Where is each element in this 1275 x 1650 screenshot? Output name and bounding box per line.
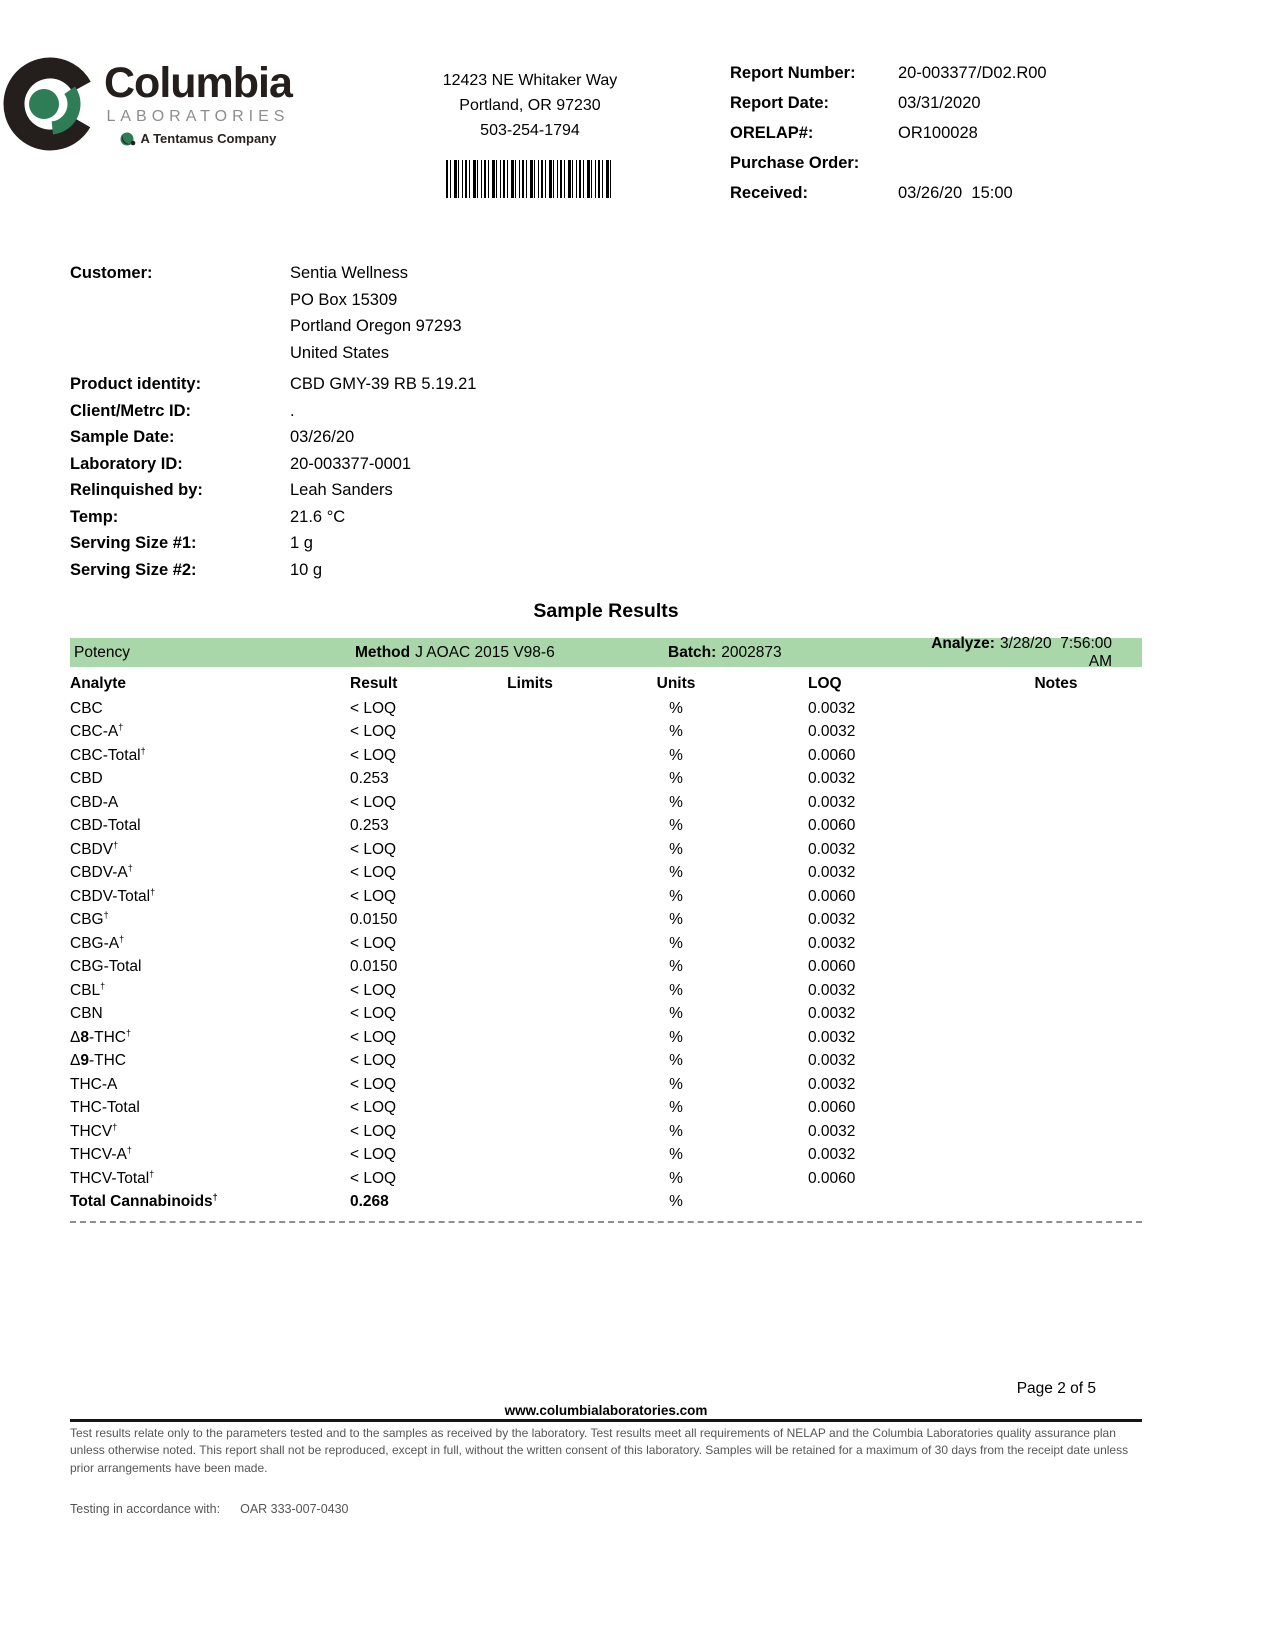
loq-value: 0.0032 — [808, 911, 856, 929]
report-info-row — [730, 94, 1275, 113]
sample-info-value: 03/26/20 — [290, 428, 355, 446]
sample-info-value: 10 g — [290, 560, 323, 579]
result-row — [70, 815, 1142, 839]
sample-info-row — [70, 504, 1142, 531]
analyze-label: Analyze: — [931, 634, 995, 652]
loq-value: 0.0032 — [808, 1146, 856, 1164]
report-info-label: Report Number: — [730, 64, 856, 82]
loq-value: 0.0032 — [808, 770, 856, 788]
units-value: % — [669, 1005, 683, 1023]
result-row — [70, 979, 1142, 1003]
result-row — [70, 1026, 1142, 1050]
accordance-label: Testing in accordance with: — [70, 1502, 221, 1517]
result-value: < LOQ — [350, 793, 397, 811]
analyte-name: CBG† — [70, 910, 109, 929]
report-info-row — [730, 124, 1275, 143]
sample-info-value-line: Portland Oregon 97293 — [290, 317, 462, 335]
units-value: % — [669, 864, 683, 882]
units-value: % — [669, 793, 683, 811]
loq-value: 0.0032 — [808, 864, 856, 882]
result-row — [70, 1097, 1142, 1121]
result-value: < LOQ — [350, 1028, 397, 1046]
section-method — [355, 644, 668, 662]
disclaimer-text: Test results relate only to the parameters tested and to the samples as received by the laboratory. Test results meet all requirements of NELAP and the Columbia Laboratories quality assurance plan unless otherwise noted. This report shall not be reproduced, except in full, without the written consent of this laboratory. Samples will be retained for a maximum of 30 days from the receipt date unless prior arrangements have been made. — [70, 1426, 1129, 1475]
sample-info-value: CBD GMY-39 RB 5.19.21 — [290, 375, 477, 393]
lab-logo — [0, 54, 385, 154]
result-value: 0.253 — [350, 770, 389, 788]
loq-value: 0.0060 — [808, 958, 856, 976]
loq-value: 0.0032 — [808, 793, 856, 811]
report-header — [0, 0, 1275, 214]
section-batch — [668, 644, 924, 662]
units-value: % — [669, 817, 683, 835]
brand-name: Columbia — [104, 59, 292, 107]
result-value: < LOQ — [350, 699, 397, 717]
address-line: 12423 NE Whitaker Way — [442, 72, 618, 89]
sample-info-value-line: PO Box 15309 — [290, 290, 398, 309]
result-row — [70, 1120, 1142, 1144]
result-row — [70, 1191, 1142, 1215]
loq-value: 0.0032 — [808, 981, 856, 999]
units-value: % — [669, 746, 683, 764]
sample-info-label: Product identity: — [70, 375, 202, 393]
sample-info-row — [70, 260, 1142, 366]
results-header-row — [70, 667, 1142, 697]
column-header: LOQ — [808, 674, 842, 692]
sample-info-value-line: United States — [290, 343, 390, 362]
report-info-row — [730, 154, 1275, 173]
sample-info-row — [70, 530, 1142, 557]
section-name: Potency — [74, 643, 131, 661]
result-row — [70, 838, 1142, 862]
loq-value: 0.0060 — [808, 817, 856, 835]
sample-info-value-line: Sentia Wellness — [290, 264, 409, 282]
brand-subtitle: LABORATORIES — [106, 108, 290, 125]
accordance-line — [70, 1502, 1142, 1516]
report-info-row — [730, 184, 1275, 203]
result-value: < LOQ — [350, 840, 397, 858]
sample-info-row — [70, 557, 1142, 584]
result-value: < LOQ — [350, 1122, 397, 1140]
loq-value: 0.0032 — [808, 1122, 856, 1140]
results-title: Sample Results — [533, 600, 679, 622]
result-value: 0.268 — [350, 1193, 389, 1211]
units-value: % — [669, 1028, 683, 1046]
result-value: 0.0150 — [350, 958, 398, 976]
sample-info-label: Serving Size #2: — [70, 560, 197, 579]
sample-info-row — [70, 424, 1142, 451]
sample-info-value: 21.6 °C — [290, 507, 346, 526]
column-header: Limits — [507, 674, 553, 692]
logo-text — [104, 59, 292, 146]
result-row — [70, 862, 1142, 886]
analyte-name: Total Cannabinoids† — [70, 1192, 218, 1211]
result-row — [70, 885, 1142, 909]
column-header: Units — [656, 674, 696, 692]
analyze-value: 3/28/20 7:56:00 AM — [999, 634, 1116, 670]
lab-address — [405, 54, 655, 198]
batch-label: Batch: — [668, 643, 717, 661]
sample-info-label: Laboratory ID: — [70, 454, 183, 473]
loq-value: 0.0032 — [808, 1028, 856, 1046]
loq-value: 0.0032 — [808, 934, 856, 952]
report-info-label: Received: — [730, 184, 808, 202]
result-row — [70, 932, 1142, 956]
tagline-text: A Tentamus Company — [140, 131, 277, 146]
sample-info-label: Temp: — [70, 507, 119, 526]
lab-website: www.columbialaboratories.com — [504, 1403, 708, 1418]
result-value: < LOQ — [350, 746, 397, 764]
sample-info-row — [70, 451, 1142, 478]
result-row — [70, 1167, 1142, 1191]
analyte-name: CBN — [70, 1005, 103, 1023]
sample-info-row — [70, 398, 1142, 425]
result-row — [70, 768, 1142, 792]
units-value: % — [669, 934, 683, 952]
section-divider — [70, 1221, 1142, 1223]
units-value: % — [669, 981, 683, 999]
analyte-name: Δ9-THC — [70, 1052, 127, 1070]
method-label: Method — [355, 643, 411, 661]
units-value: % — [669, 1146, 683, 1164]
result-row — [70, 1003, 1142, 1027]
result-value: < LOQ — [350, 1005, 397, 1023]
result-value: 0.253 — [350, 817, 389, 835]
units-value: % — [669, 1075, 683, 1093]
analyte-name: Δ8-THC† — [70, 1027, 132, 1046]
result-row — [70, 697, 1142, 721]
sample-info-row — [70, 371, 1142, 398]
result-value: < LOQ — [350, 1075, 397, 1093]
units-value: % — [669, 699, 683, 717]
units-value: % — [669, 958, 683, 976]
barcode — [446, 160, 614, 198]
report-info-value: 03/26/20 15:00 — [898, 184, 1013, 202]
analyte-name: THCV-A† — [70, 1145, 132, 1164]
analyte-name: THCV-Total† — [70, 1168, 155, 1187]
section-analyze — [924, 635, 1142, 671]
units-value: % — [669, 770, 683, 788]
result-value: < LOQ — [350, 1146, 397, 1164]
analyte-name: THCV† — [70, 1121, 118, 1140]
loq-value: 0.0060 — [808, 887, 856, 905]
analyte-name: CBG-A† — [70, 933, 125, 952]
result-value: < LOQ — [350, 723, 397, 741]
result-value: < LOQ — [350, 1169, 397, 1187]
sample-info — [70, 260, 1142, 583]
sample-info-value: 1 g — [290, 534, 313, 552]
report-info — [730, 54, 1275, 214]
sample-info-label: Sample Date: — [70, 428, 175, 446]
sample-info-value: Leah Sanders — [290, 481, 393, 499]
column-header: Notes — [1034, 674, 1078, 692]
analyte-name: THC-Total — [70, 1099, 140, 1117]
method-value: J AOAC 2015 V98-6 — [415, 643, 555, 661]
result-value: < LOQ — [350, 934, 397, 952]
page-number: Page 2 of 5 — [1016, 1380, 1096, 1397]
result-value: < LOQ — [350, 1099, 397, 1117]
units-value: % — [669, 1052, 683, 1070]
loq-value: 0.0060 — [808, 1169, 856, 1187]
loq-value: 0.0032 — [808, 1075, 856, 1093]
analyte-name: CBC — [70, 699, 103, 717]
address-line: Portland, OR 97230 — [459, 97, 601, 114]
loq-value: 0.0060 — [808, 1099, 856, 1117]
tentamus-tagline — [104, 131, 292, 146]
result-value: < LOQ — [350, 981, 397, 999]
sample-info-label: Serving Size #1: — [70, 534, 197, 552]
loq-value: 0.0032 — [808, 699, 856, 717]
sample-info-label: Relinquished by: — [70, 481, 203, 499]
sample-info-value: 20-003377-0001 — [290, 454, 412, 473]
loq-value: 0.0032 — [808, 723, 856, 741]
analyte-name: CBDV-Total† — [70, 886, 156, 905]
report-info-value: OR100028 — [898, 124, 978, 142]
page-footer — [70, 1380, 1142, 1516]
result-row — [70, 721, 1142, 745]
report-info-value: 20-003377/D02.R00 — [898, 64, 1047, 82]
sample-info-value — [290, 260, 462, 366]
tentamus-icon — [120, 132, 136, 146]
analyte-name: CBL† — [70, 980, 106, 999]
analyte-name: CBD-Total — [70, 817, 141, 835]
loq-value: 0.0032 — [808, 1052, 856, 1070]
footer-rule — [70, 1419, 1142, 1422]
result-value: < LOQ — [350, 1052, 397, 1070]
analyte-name: CBG-Total — [70, 958, 142, 976]
report-info-label: Purchase Order: — [730, 154, 860, 172]
analyte-name: THC-A — [70, 1075, 118, 1093]
column-header: Analyte — [70, 674, 126, 692]
units-value: % — [669, 911, 683, 929]
result-row — [70, 956, 1142, 980]
result-row — [70, 1050, 1142, 1074]
units-value: % — [669, 723, 683, 741]
sample-info-label: Customer: — [70, 264, 153, 282]
result-value: 0.0150 — [350, 911, 398, 929]
result-row — [70, 909, 1142, 933]
column-header: Result — [350, 674, 398, 692]
result-row — [70, 744, 1142, 768]
analyte-name: CBDV† — [70, 839, 119, 858]
batch-value: 2002873 — [721, 643, 782, 661]
result-row — [70, 1144, 1142, 1168]
analyte-name: CBC-A† — [70, 722, 124, 741]
units-value: % — [669, 1122, 683, 1140]
sample-info-row — [70, 477, 1142, 504]
units-value: % — [669, 840, 683, 858]
analyte-name: CBD — [70, 770, 103, 788]
loq-value: 0.0032 — [808, 840, 856, 858]
units-value: % — [669, 1169, 683, 1187]
units-value: % — [669, 1193, 683, 1211]
loq-value: 0.0060 — [808, 746, 856, 764]
units-value: % — [669, 887, 683, 905]
sample-info-value: . — [290, 401, 295, 420]
columbia-labs-logo-icon — [0, 54, 100, 154]
result-row — [70, 791, 1142, 815]
results-table — [70, 667, 1142, 1214]
analyte-name: CBDV-A† — [70, 863, 133, 882]
analyte-name: CBD-A — [70, 793, 119, 811]
loq-value: 0.0032 — [808, 1005, 856, 1023]
phone-number: 503-254-1794 — [480, 122, 580, 139]
accordance-value: OAR 333-007-0430 — [240, 1502, 349, 1517]
analyte-name: CBC-Total† — [70, 745, 146, 764]
report-info-value: 03/31/2020 — [898, 94, 981, 112]
result-value: < LOQ — [350, 864, 397, 882]
result-row — [70, 1073, 1142, 1097]
potency-section-bar — [70, 634, 1142, 670]
report-info-label: Report Date: — [730, 94, 830, 112]
report-info-row — [730, 64, 1275, 83]
units-value: % — [669, 1099, 683, 1117]
sample-info-label: Client/Metrc ID: — [70, 401, 192, 420]
result-value: < LOQ — [350, 887, 397, 905]
report-info-label: ORELAP#: — [730, 124, 814, 142]
